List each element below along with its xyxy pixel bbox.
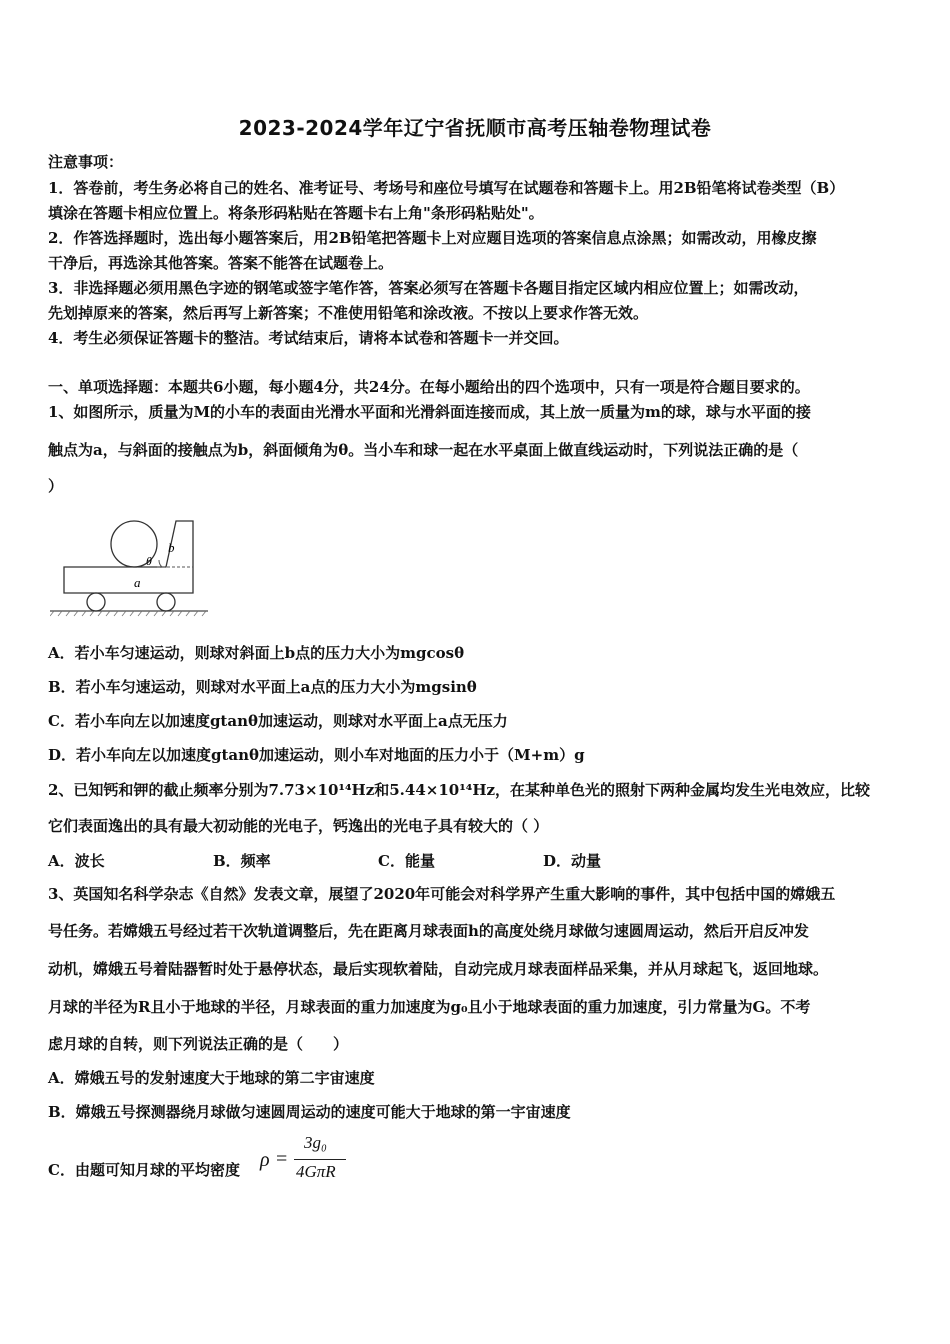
q2-stem-line: 它们表面逸出的具有最大初动能的光电子，钙逸出的光电子具有较大的（ ） bbox=[48, 817, 549, 835]
q1-stem-line: 1、如图所示，质量为M的小车的表面由光滑水平面和光滑斜面连接而成，其上放一质量为m的球，球与水平面的接 bbox=[48, 403, 811, 421]
notice-line: 4．考生必须保证答题卡的整洁。考试结束后，请将本试卷和答题卡一并交回。 bbox=[48, 329, 569, 347]
q2-option-d: D．动量 bbox=[543, 852, 602, 870]
q3-stem-line: 动机，嫦娥五号着陆器暂时处于悬停状态，最后实现软着陆，自动完成月球表面样品采集，并从月球起飞，返回地球。 bbox=[48, 960, 829, 978]
q1-option-c: C．若小车向左以加速度gtanθ加速运动，则球对水平面上a点无压力 bbox=[48, 712, 508, 730]
q3-stem-line: 月球的半径为R且小于地球的半径，月球表面的重力加速度为g₀且小于地球表面的重力加速度，引力常量为G。不考 bbox=[48, 998, 811, 1016]
wheel-right bbox=[157, 593, 175, 611]
formula-denominator: 4GπR bbox=[296, 1162, 336, 1181]
formula-numerator: 3g₀ bbox=[304, 1133, 327, 1152]
notice-line: 干净后，再选涂其他答案。答案不能答在试题卷上。 bbox=[48, 254, 394, 272]
formula-lhs: ρ bbox=[260, 1149, 270, 1171]
notice-line: 1．答卷前，考生务必将自己的姓名、准考证号、考场号和座位号填写在试题卷和答题卡上。用2B铅笔将试卷类型（B） bbox=[48, 179, 845, 197]
label-theta: θ bbox=[146, 554, 152, 568]
fraction-bar bbox=[294, 1159, 346, 1160]
q1-option-a: A．若小车匀速运动，则球对斜面上b点的压力大小为mgcosθ bbox=[48, 644, 465, 662]
q3-option-a: A．嫦娥五号的发射速度大于地球的第二宇宙速度 bbox=[48, 1069, 375, 1087]
q1-option-d: D．若小车向左以加速度gtanθ加速运动，则小车对地面的压力小于（M+m）g bbox=[48, 746, 585, 764]
q2-stem-line: 2、已知钙和钾的截止频率分别为7.73×10¹⁴Hz和5.44×10¹⁴Hz，在某种单色光的照射下两种金属均发生光电效应，比较 bbox=[48, 781, 871, 799]
notice-line: 填涂在答题卡相应位置上。将条形码粘贴在答题卡右上角"条形码粘贴处"。 bbox=[48, 204, 544, 222]
formula-equals: = bbox=[276, 1148, 288, 1170]
q2-option-a: A．波长 bbox=[48, 852, 105, 870]
q2-option-b: B．频率 bbox=[213, 852, 271, 870]
q1-stem-line: ） bbox=[48, 477, 64, 495]
notice-heading: 注意事项： bbox=[48, 153, 124, 171]
cart-ball-figure bbox=[50, 515, 210, 620]
notice-line: 2．作答选择题时，选出每小题答案后，用2B铅笔把答题卡上对应题目选项的答案信息点涂黑；如需改动，用橡皮擦 bbox=[48, 229, 817, 247]
cart-body bbox=[64, 521, 193, 593]
notice-line: 先划掉原来的答案，然后再写上新答案；不准使用铅笔和涂改液。不按以上要求作答无效。 bbox=[48, 304, 649, 322]
angle-arc bbox=[159, 560, 162, 567]
q3-stem-line: 号任务。若嫦娥五号经过若干次轨道调整后，先在距离月球表面h的高度处绕月球做匀速圆周运动，然后开启反冲发 bbox=[48, 922, 809, 940]
density-formula bbox=[260, 1133, 370, 1185]
label-b: b bbox=[168, 540, 175, 555]
page-title: 2023-2024学年辽宁省抚顺市高考压轴卷物理试卷 bbox=[238, 116, 712, 140]
q2-option-c: C．能量 bbox=[378, 852, 435, 870]
q3-option-c: C．由题可知月球的平均密度 bbox=[48, 1161, 240, 1179]
q3-option-b: B．嫦娥五号探测器绕月球做匀速圆周运动的速度可能大于地球的第一宇宙速度 bbox=[48, 1103, 571, 1121]
wheel-left bbox=[87, 593, 105, 611]
q3-stem-line: 3、英国知名科学杂志《自然》发表文章，展望了2020年可能会对科学界产生重大影响的事件，其中包括中国的嫦娥五 bbox=[48, 885, 836, 903]
q1-option-b: B．若小车匀速运动，则球对水平面上a点的压力大小为mgsinθ bbox=[48, 678, 477, 696]
notice-line: 3．非选择题必须用黑色字迹的钢笔或签字笔作答，答案必须写在答题卡各题目指定区域内相应位置上；如需改动， bbox=[48, 279, 809, 297]
q1-stem-line: 触点为a，与斜面的接触点为b，斜面倾角为θ。当小车和球一起在水平桌面上做直线运动时，下列说法正确的是（ bbox=[48, 441, 799, 459]
label-a: a bbox=[134, 575, 141, 590]
ground-hatching bbox=[50, 611, 206, 616]
q3-stem-line: 虑月球的自转，则下列说法正确的是（ ） bbox=[48, 1035, 349, 1053]
section-heading: 一、单项选择题：本题共6小题，每小题4分，共24分。在每小题给出的四个选项中，只有一项是符合题目要求的。 bbox=[48, 378, 810, 396]
